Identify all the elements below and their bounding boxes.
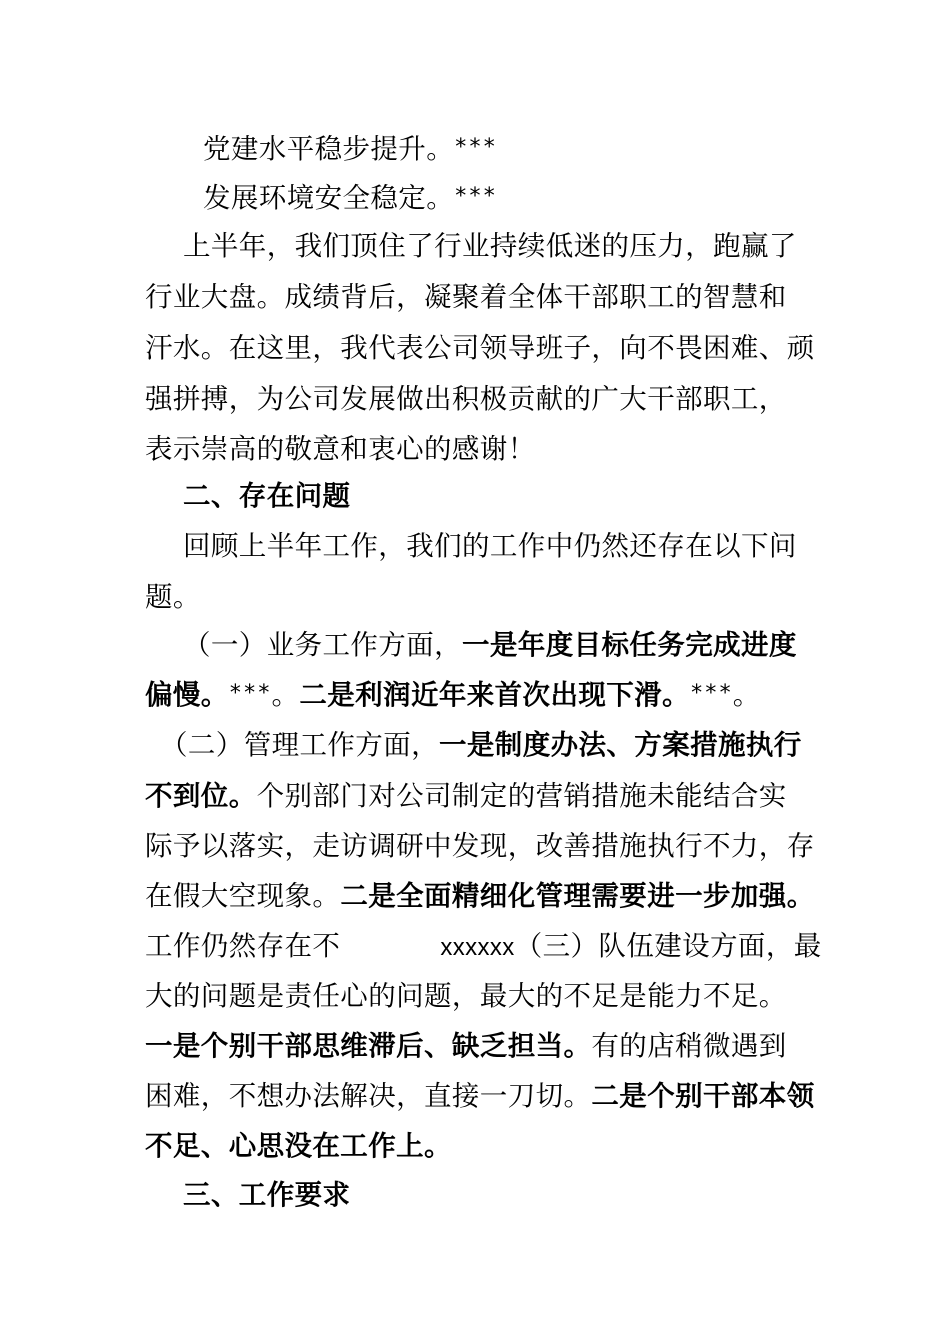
section-heading [183, 480, 351, 512]
paragraph-line [203, 133, 497, 165]
text-run: （一）业务工作方面， [183, 629, 462, 661]
text-run: 大的问题是责任心的问题，最大的不足是能力不足。 [145, 980, 787, 1012]
paragraph-line [183, 629, 797, 661]
text-run: （三）队伍建设方面，最 [514, 930, 822, 962]
text-run: 一是年度目标任务完成进度 [462, 629, 797, 661]
text-run: 二是全面精细化管理需要进一步加强。 [340, 880, 815, 912]
section-heading [183, 1179, 351, 1211]
text-run: 行业大盘。成绩背后，凝聚着全体干部职工的智慧和 [145, 281, 787, 313]
text-run: 三、工作要求 [183, 1179, 351, 1211]
text-run: （二）管理工作方面， [160, 729, 439, 761]
text-run: *** [228, 681, 272, 706]
text-run: *** [454, 184, 497, 209]
text-run: 表示崇高的敬意和衷心的感谢！ [145, 433, 536, 465]
text-run: 困难，不想办法解决，直接一刀切。 [145, 1080, 592, 1112]
text-run: 。 [271, 679, 300, 711]
paragraph-line [145, 980, 787, 1012]
text-run: 不足、心思没在工作上。 [145, 1130, 452, 1162]
paragraph-line [145, 679, 761, 711]
text-run: 个别部门对公司制定的营销措施未能结合实 [256, 780, 787, 812]
paragraph-line [183, 230, 797, 262]
text-run: 际予以落实，走访调研中发现，改善措施执行不力，存 [145, 830, 815, 862]
text-run: 。 [732, 679, 761, 711]
paragraph-line [145, 1080, 815, 1112]
text-run: 汗水。在这里，我代表公司领导班子，向不畏困难、顽 [145, 332, 815, 364]
paragraph-line [145, 581, 201, 613]
paragraph-line [145, 780, 787, 812]
paragraph-line [145, 1130, 452, 1162]
text-run: 题。 [145, 581, 201, 613]
paragraph-line [145, 830, 815, 862]
paragraph-line [145, 281, 787, 313]
paragraph-line [145, 1030, 787, 1062]
paragraph-line [145, 930, 822, 962]
text-run: 二、存在问题 [183, 480, 351, 512]
text-run: 上半年，我们顶住了行业持续低迷的压力，跑赢了 [183, 230, 797, 262]
paragraph-line [145, 332, 815, 364]
text-run: 发展环境安全稳定。 [203, 182, 455, 214]
paragraph-line [183, 530, 797, 562]
text-run: 回顾上半年工作，我们的工作中仍然还存在以下问 [183, 530, 797, 562]
text-run: 工作仍然存在不 [145, 930, 341, 962]
text-run: 一是制度办法、方案措施执行 [439, 729, 802, 761]
paragraph-line [160, 729, 802, 761]
text-run: 不到位。 [145, 780, 257, 812]
paragraph-line [145, 880, 815, 912]
text-run: *** [454, 135, 497, 160]
text-run: 二是个别干部本领 [591, 1080, 815, 1112]
text-run: 二是利润近年来首次出现下滑。 [299, 679, 690, 711]
text-run: 强拼搏，为公司发展做出积极贡献的广大干部职工， [145, 383, 787, 415]
text-run: 有的店稍微遇到 [591, 1030, 787, 1062]
paragraph-line [203, 182, 497, 214]
text-run: 党建水平稳步提升。 [203, 133, 455, 165]
text-run: *** [689, 681, 733, 706]
text-run: 一是个别干部思维滞后、缺乏担当。 [145, 1030, 592, 1062]
paragraph-line [145, 433, 536, 465]
text-run: xxxxxx [440, 934, 515, 961]
text-run: 在假大空现象。 [145, 880, 341, 912]
paragraph-line [145, 383, 787, 415]
text-run: 偏慢。 [145, 679, 229, 711]
